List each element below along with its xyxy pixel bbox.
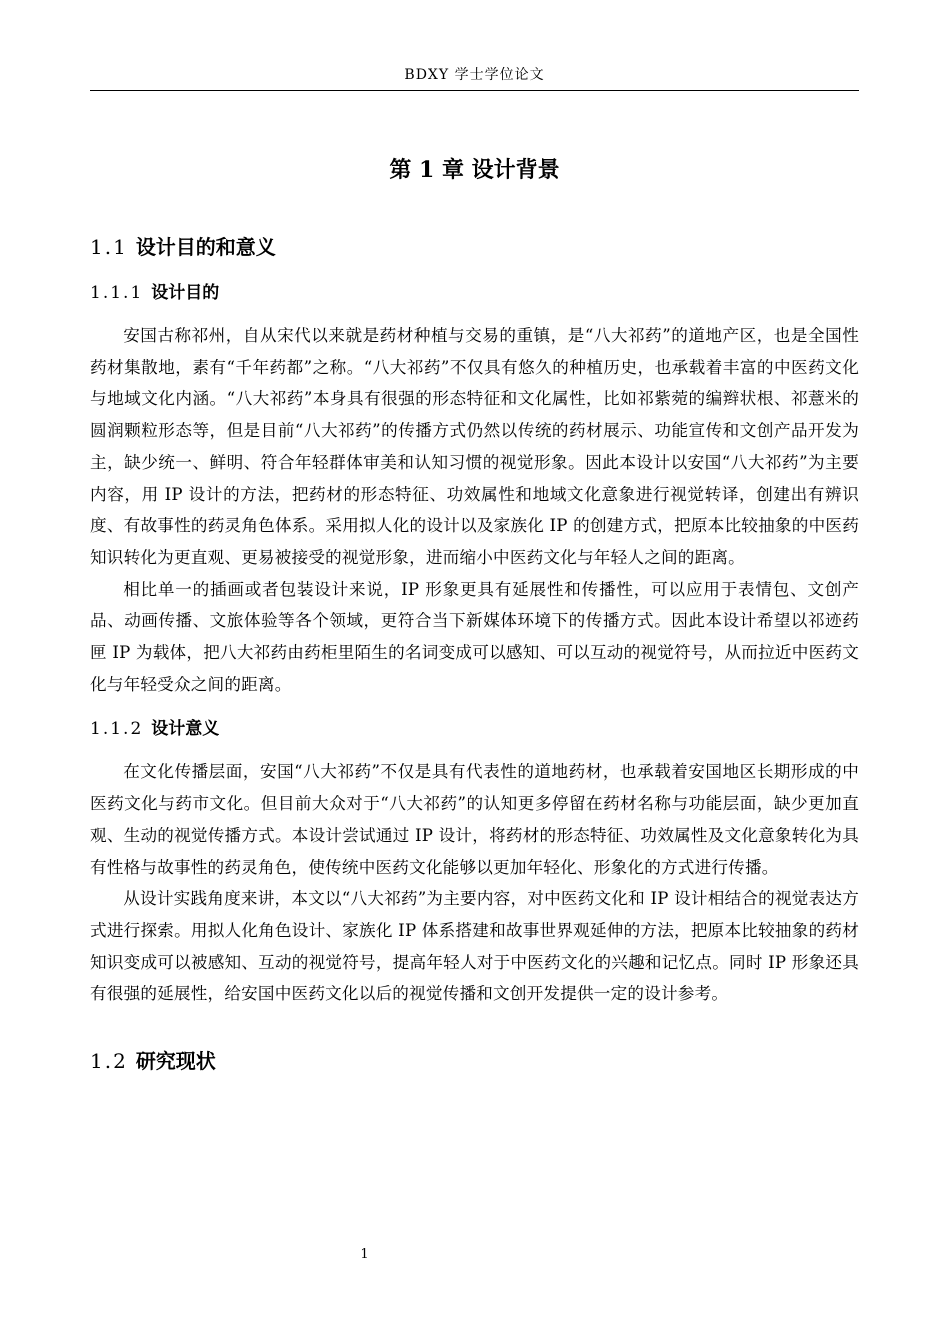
section-title-text: 研究现状 xyxy=(135,1049,216,1074)
paragraph: 相比单一的插画或者包装设计来说，IP 形象更具有延展性和传播性，可以应用于表情包、文创产品、动画传播、文旅体验等各个领域，更符合当下新媒体环境下的传播方式。因此本设计希望以祁迹药匣 IP 为载体，把八大祁药由药柜里陌生的名词变成可以感知、可以互动的视觉符号，从而拉近中医药文化与年轻受众之间的距离。 xyxy=(90,579,859,694)
page-body xyxy=(90,150,859,1092)
paragraph: 从设计实践角度来讲，本文以“八大祁药”为主要内容，对中医药文化和 IP 设计相结合的视觉表达方式进行探索。用拟人化角色设计、家族化 IP 体系搭建和故事世界观延伸的方法，把原本比较抽象的药材知识变成可以被感知、互动的视觉符号，提高年轻人对于中医药文化的兴趣和记忆点。同时 IP 形象还具有很强的延展性，给安国中医药文化以后的视觉传播和文创开发提供一定的设计参考。 xyxy=(90,889,859,1004)
section-title-text: 设计目的和意义 xyxy=(135,235,276,259)
chapter-title: 第 1 章 设计背景 xyxy=(389,157,560,183)
subsection-number: 1.1.2 xyxy=(90,719,144,740)
subsection-number: 1.1.1 xyxy=(90,283,144,303)
subsection-title-text: 设计目的 xyxy=(151,283,220,303)
section-number: 1.2 xyxy=(90,1049,128,1074)
paragraph: 在文化传播层面，安国“八大祁药”不仅是具有代表性的道地药材，也承载着安国地区长期形成的中医药文化与药市文化。但目前大众对于“八大祁药”的认知更多停留在药材名称与功能层面，缺少更加直观、生动的视觉传播方式。本设计尝试通过 IP 设计，将药材的形态特征、功效属性及文化意象转化为具有性格与故事性的药灵角色，使传统中医药文化能够以更加年轻化、形象化的方式进行传播。 xyxy=(90,762,859,877)
section-heading-1-1 xyxy=(90,232,859,262)
page-number: 1 xyxy=(360,1247,369,1262)
subsection-title-text: 设计意义 xyxy=(151,719,220,740)
section-heading-1-2 xyxy=(90,1046,859,1076)
paragraph: 安国古称祁州，自从宋代以来就是药材种植与交易的重镇，是“八大祁药”的道地产区，也是全国性药材集散地，素有“千年药都”之称。“八大祁药”不仅具有悠久的种植历史，也承载着丰富的中医药文化与地域文化内涵。“八大祁药”本身具有很强的形态特征和文化属性，比如祁紫菀的编辫状根、祁薏米的圆润颗粒形态等，但是目前“八大祁药”的传播方式仍然以传统的药材展示、功能宣传和文创产品开发为主，缺少统一、鲜明、符合年轻群体审美和认知习惯的视觉形象。因此本设计以安国“八大祁药”为主要内容，用 IP 设计的方法，把药材的形态特征、功效属性和地域文化意象进行视觉转译，创建出有辨识度、有故事性的药灵角色体系。采用拟人化的设计以及家族化 IP 的创建方式，把原本比较抽象的中医药知识转化为更直观、更易被接受的视觉形象，进而缩小中医药文化与年轻人之间的距离。 xyxy=(90,326,859,567)
header-divider xyxy=(90,90,859,91)
section-number: 1.1 xyxy=(90,235,128,259)
running-header: BDXY 学士学位论文 xyxy=(404,67,545,83)
subsection-heading-1-1-1 xyxy=(90,278,859,308)
subsection-heading-1-1-2 xyxy=(90,714,859,744)
